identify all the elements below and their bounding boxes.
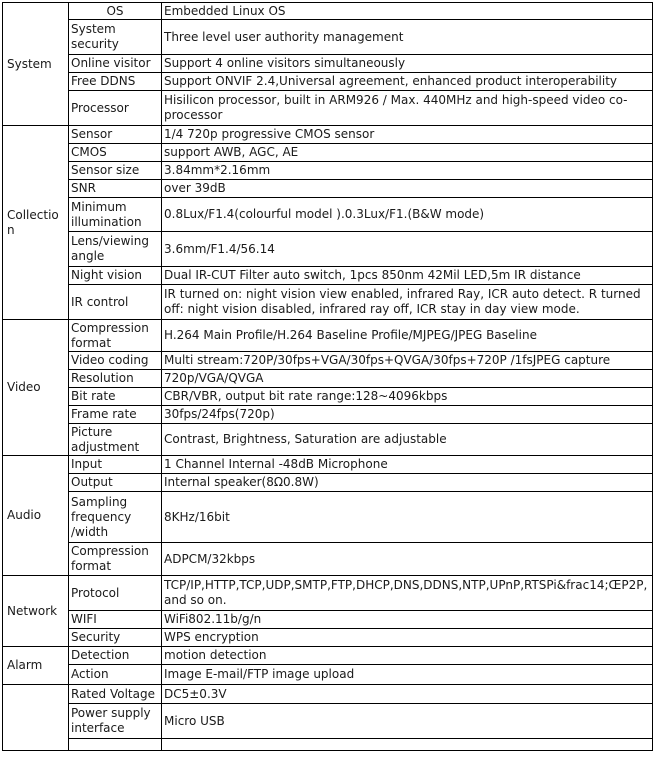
value-cell: CBR/VBR, output bit rate range:128~4096kbps (162, 388, 653, 406)
feature-cell: Sensor size (69, 162, 162, 180)
feature-cell: Free DDNS (69, 73, 162, 91)
value-cell: Embedded Linux OS (162, 3, 653, 20)
feature-cell: Minimum illumination (69, 198, 162, 232)
feature-cell: Protocol (69, 576, 162, 611)
value-cell: Dual IR-CUT Filter auto switch, 1pcs 850nm 42Mil LED,5m IR distance (162, 267, 653, 285)
value-cell: 8KHz/16bit (162, 492, 653, 543)
feature-cell (69, 739, 162, 751)
spec-row (3, 492, 653, 543)
spec-row (3, 352, 653, 370)
feature-cell: OS (69, 3, 162, 20)
category-cell: Alarm (3, 647, 69, 685)
spec-row (3, 647, 653, 665)
category-cell (3, 685, 69, 751)
spec-row (3, 20, 653, 55)
spec-row (3, 144, 653, 162)
spec-table (2, 2, 653, 751)
spec-row (3, 232, 653, 267)
spec-row (3, 3, 653, 20)
value-cell: 1/4 720p progressive CMOS sensor (162, 126, 653, 144)
spec-row (3, 543, 653, 576)
value-cell: Support 4 online visitors simultaneously (162, 55, 653, 73)
spec-row (3, 424, 653, 456)
value-cell: 3.6mm/F1.4/56.14 (162, 232, 653, 267)
feature-cell: WIFI (69, 611, 162, 629)
value-cell: IR turned on: night vision view enabled, infrared Ray, ICR auto detect. R turned off: night vision disabled, infrared ray off, ICR stay in day view mode. (162, 285, 653, 320)
spec-row (3, 739, 653, 751)
feature-cell: SNR (69, 180, 162, 198)
value-cell: Multi stream:720P/30fps+VGA/30fps+QVGA/30fps+720P /1fsJPEG capture (162, 352, 653, 370)
value-cell: 30fps/24fps(720p) (162, 406, 653, 424)
category-cell: Audio (3, 456, 69, 576)
feature-cell: Action (69, 665, 162, 685)
feature-cell: Night vision (69, 267, 162, 285)
spec-row (3, 406, 653, 424)
spec-row (3, 73, 653, 91)
feature-cell: Processor (69, 91, 162, 126)
feature-cell: Picture adjustment (69, 424, 162, 456)
value-cell: Hisilicon processor, built in ARM926 / Max. 440MHz and high-speed video co-processor (162, 91, 653, 126)
spec-row (3, 126, 653, 144)
feature-cell: Video coding (69, 352, 162, 370)
feature-cell: Lens/viewing angle (69, 232, 162, 267)
category-cell: Video (3, 320, 69, 456)
feature-cell: Input (69, 456, 162, 474)
category-cell: Collection (3, 126, 69, 320)
spec-row (3, 685, 653, 704)
feature-cell: Power supply interface (69, 704, 162, 739)
value-cell: 720p/VGA/QVGA (162, 370, 653, 388)
spec-row (3, 198, 653, 232)
spec-row (3, 611, 653, 629)
value-cell: 0.8Lux/F1.4(colourful model ).0.3Lux/F1.(B&W mode) (162, 198, 653, 232)
feature-cell: System security (69, 20, 162, 55)
spec-row (3, 55, 653, 73)
feature-cell: Compression format (69, 543, 162, 576)
value-cell: Internal speaker(8Ω0.8W) (162, 474, 653, 492)
feature-cell: Resolution (69, 370, 162, 388)
value-cell: 1 Channel Internal -48dB Microphone (162, 456, 653, 474)
value-cell: WiFi802.11b/g/n (162, 611, 653, 629)
spec-row (3, 576, 653, 611)
value-cell: ADPCM/32kbps (162, 543, 653, 576)
spec-row (3, 474, 653, 492)
feature-cell: Security (69, 629, 162, 647)
category-cell: System (3, 3, 69, 126)
value-cell: WPS encryption (162, 629, 653, 647)
spec-row (3, 629, 653, 647)
feature-cell: Detection (69, 647, 162, 665)
feature-cell: Online visitor (69, 55, 162, 73)
feature-cell: Frame rate (69, 406, 162, 424)
value-cell: DC5±0.3V (162, 685, 653, 704)
spec-row (3, 320, 653, 352)
spec-row (3, 665, 653, 685)
feature-cell: Bit rate (69, 388, 162, 406)
feature-cell: Sensor (69, 126, 162, 144)
value-cell: Contrast, Brightness, Saturation are adjustable (162, 424, 653, 456)
value-cell: Support ONVIF 2.4,Universal agreement, enhanced product interoperability (162, 73, 653, 91)
value-cell: motion detection (162, 647, 653, 665)
spec-row (3, 180, 653, 198)
value-cell: Three level user authority management (162, 20, 653, 55)
spec-row (3, 370, 653, 388)
feature-cell: CMOS (69, 144, 162, 162)
value-cell: Micro USB (162, 704, 653, 739)
value-cell: over 39dB (162, 180, 653, 198)
spec-table-body (3, 3, 653, 751)
feature-cell: Compression format (69, 320, 162, 352)
spec-row (3, 388, 653, 406)
category-cell: Network (3, 576, 69, 647)
spec-row (3, 704, 653, 739)
spec-row (3, 91, 653, 126)
spec-row (3, 162, 653, 180)
value-cell: TCP/IP,HTTP,TCP,UDP,SMTP,FTP,DHCP,DNS,DDNS,NTP,UPnP,RTSPi&frac14;ŒP2P,and so on. (162, 576, 653, 611)
feature-cell: IR control (69, 285, 162, 320)
value-cell: H.264 Main Profile/H.264 Baseline Profile/MJPEG/JPEG Baseline (162, 320, 653, 352)
feature-cell: Output (69, 474, 162, 492)
spec-row (3, 267, 653, 285)
feature-cell: Sampling frequency /width (69, 492, 162, 543)
value-cell: Image E-mail/FTP image upload (162, 665, 653, 685)
feature-cell: Rated Voltage (69, 685, 162, 704)
value-cell: support AWB, AGC, AE (162, 144, 653, 162)
spec-row (3, 285, 653, 320)
value-cell (162, 739, 653, 751)
spec-row (3, 456, 653, 474)
value-cell: 3.84mm*2.16mm (162, 162, 653, 180)
